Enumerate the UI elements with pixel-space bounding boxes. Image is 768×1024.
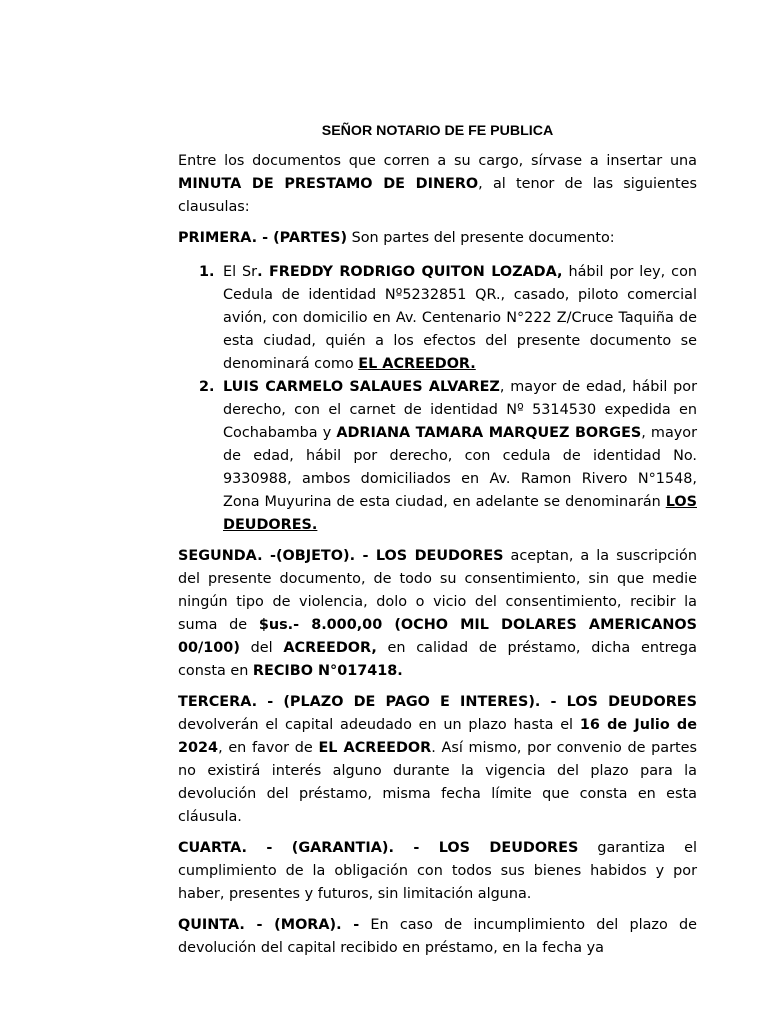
clause-tercera-creditor: EL ACREEDOR — [318, 740, 432, 756]
party-item-2-text-1: , mayor de edad, hábil por derecho, con el carnet de identidad Nº 5314530 expedida en Cochabamba y — [223, 379, 698, 441]
clause-quinta-heading: QUINTA. - (MORA). - — [178, 917, 360, 933]
clause-tercera-date: 16 de Julio de 2024 — [178, 717, 697, 756]
clause-segunda-text-3: en calidad de préstamo, dicha entrega consta en — [178, 640, 697, 679]
document-title: SEÑOR NOTARIO DE FE PUBLICA — [321, 123, 554, 139]
party-item-2 — [178, 376, 697, 537]
clause-segunda-creditor: ACREEDOR, — [283, 640, 377, 656]
parties-list — [178, 261, 697, 537]
party-item-1-number: 1. — [199, 264, 215, 280]
clause-primera-text: Son partes del presente documento: — [347, 230, 615, 246]
party-item-1 — [178, 261, 697, 376]
intro-text-1: Entre los documentos que corren a su cargo, sírvase a insertar una — [178, 153, 697, 169]
clause-segunda-receipt: RECIBO N°017418. — [252, 663, 403, 679]
clause-quinta-text: En caso de incumplimiento del plazo de devolución del capital recibido en préstamo, en la fecha ya — [178, 917, 697, 956]
clause-tercera-text-3: . Así mismo, por convenio de partes no existirá interés alguno durante la vigencia del plazo para la devolución del préstamo, misma fecha límite que consta en esta cláusula. — [178, 740, 697, 825]
clause-tercera — [178, 691, 697, 829]
clause-primera-heading: PRIMERA. - (PARTES) — [178, 230, 348, 246]
party-item-1-name: . FREDDY RODRIGO QUITON LOZADA, — [257, 264, 563, 280]
party-item-1-text-1: El Sr — [223, 264, 258, 280]
clause-segunda-text-1: aceptan, a la suscripción del presente documento, de todo su consentimiento, sin que medie ningún tipo de violencia, dolo o vicio del consentimiento, recibir la suma de — [178, 548, 697, 633]
clause-cuarta-text: garantiza el cumplimiento de la obligación con todos sus bienes habidos y por haber, presentes y futuros, sin limitación alguna. — [178, 840, 698, 902]
clause-primera — [178, 227, 697, 250]
clause-cuarta-heading: CUARTA. - (GARANTIA). - LOS DEUDORES — [178, 840, 579, 856]
clause-tercera-heading: TERCERA. - (PLAZO DE PAGO E INTERES). - LOS DEUDORES — [178, 694, 697, 710]
clause-tercera-text-1: devolverán el capital adeudado en un plazo hasta el — [178, 717, 580, 733]
intro-text-2: , al tenor de las siguientes clausulas: — [178, 176, 698, 215]
intro-bold-title: MINUTA DE PRESTAMO DE DINERO — [178, 176, 479, 192]
clause-segunda-amount: $us.- 8.000,00 (OCHO MIL DOLARES AMERICANOS 00/100) — [178, 617, 697, 656]
clause-segunda — [178, 545, 697, 683]
party-item-2-name-1: LUIS CARMELO SALAUES ALVAREZ — [223, 379, 500, 395]
party-item-1-text-2: hábil por ley, con Cedula de identidad Nº5232851 QR., casado, piloto comercial avión, con domicilio en Av. Centenario N°222 Z/Cruce Taquiña de esta ciudad, quién a los efectos del presente documento se denominará como — [223, 264, 697, 372]
party-item-2-role: LOS DEUDORES. — [223, 494, 697, 533]
party-item-2-text-2: , mayor de edad, hábil por derecho, con cedula de identidad No. 9330988, ambos domiciliados en Av. Ramon Rivero N°1548, Zona Muyurina de esta ciudad, en adelante se denominarán — [223, 425, 698, 510]
party-item-2-number: 2. — [199, 379, 215, 395]
clause-segunda-heading: SEGUNDA. -(OBJETO). - LOS DEUDORES — [178, 548, 504, 564]
document-page — [178, 120, 697, 968]
intro-paragraph — [178, 150, 697, 219]
clause-cuarta — [178, 837, 697, 906]
party-item-2-name-2: ADRIANA TAMARA MARQUEZ BORGES — [336, 425, 642, 441]
clause-tercera-text-2: , en favor de — [218, 740, 319, 756]
party-item-1-role: EL ACREEDOR. — [358, 356, 476, 372]
clause-quinta — [178, 914, 697, 960]
clause-segunda-text-2: del — [239, 640, 284, 656]
